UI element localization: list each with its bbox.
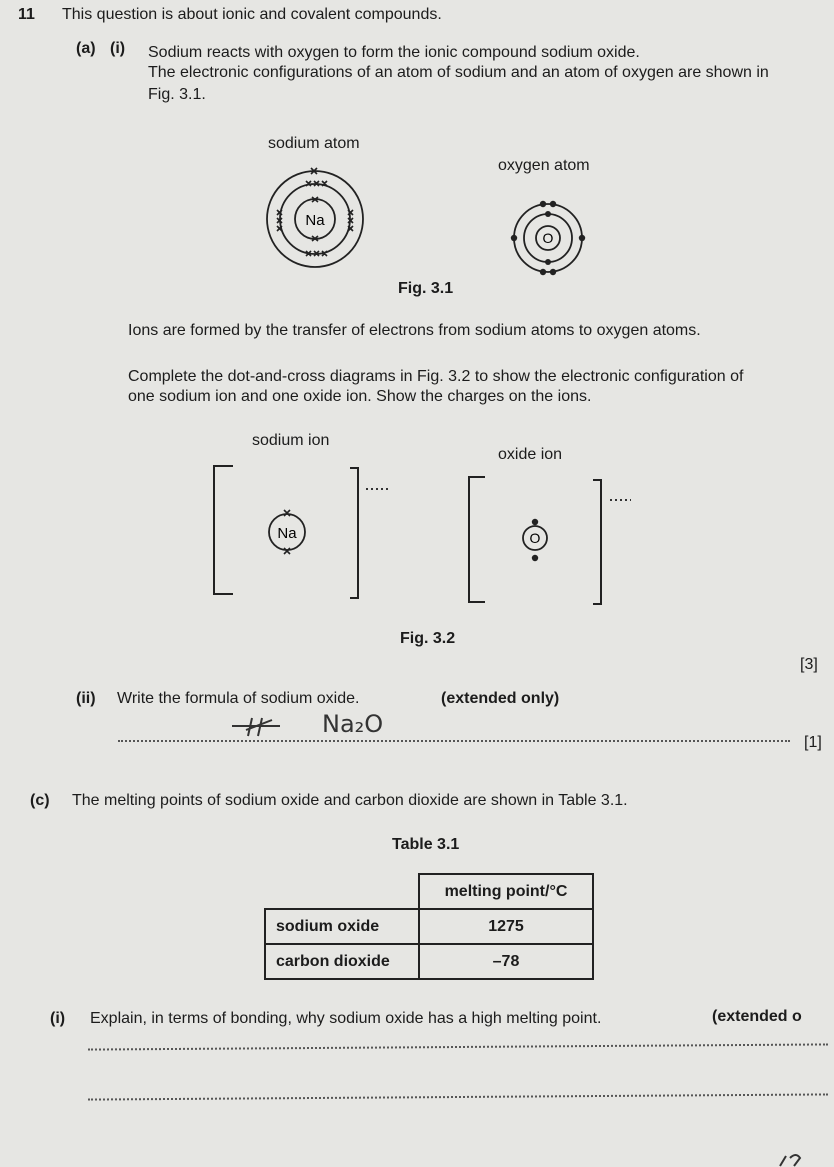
oxygen-atom-label: oxygen atom [498,157,590,174]
complete-line2: one sodium ion and one oxide ion. Show the charges on the ions. [128,388,592,405]
part-a-sub-i-label: (i) [110,40,126,57]
sodium-ion-label: sodium ion [252,432,330,449]
table-corner [265,874,419,909]
melting-point-value: –78 [419,944,593,979]
formula-question: Write the formula of sodium oxide. [117,690,360,707]
na-symbol: Na [305,212,325,229]
sodium-atom-label: sodium atom [268,135,360,152]
table-row [265,909,593,944]
o-ion-symbol: O [529,530,541,546]
table-header: melting point/°C [419,874,593,909]
answer-line[interactable] [118,740,790,742]
part-a-sub-ii-label: (ii) [76,690,96,707]
part-a-line3: Fig. 3.1. [148,86,206,103]
oxide-ion-diagram[interactable] [455,470,655,610]
part-c-text: The melting points of sodium oxide and carbon dioxide are shown in Table 3.1. [72,792,628,809]
table-row [265,944,593,979]
answer-line[interactable] [88,1093,828,1100]
extended-only-label: (extended only) [441,690,560,707]
oxide-ion-label: oxide ion [498,446,563,463]
table-header-row [265,874,593,909]
marks-1: [1] [804,734,822,751]
left-bracket [469,477,485,602]
part-c-label: (c) [30,792,50,809]
handwritten-answer[interactable]: Na₂O [322,710,384,738]
ions-text: Ions are formed by the transfer of electrons from sodium atoms to oxygen atoms. [128,322,701,339]
crossed-out-scribble [228,712,288,742]
part-c-sub-i-label: (i) [50,1010,66,1027]
right-bracket [350,468,358,598]
melting-point-value: 1275 [419,909,593,944]
part-a-line2: The electronic configurations of an atom of sodium and an atom of oxygen are shown in [148,64,769,81]
question-number: 11 [18,6,35,23]
right-bracket [593,480,601,604]
compound-name: sodium oxide [265,909,419,944]
oxygen-atom-diagram [505,195,595,285]
fig1-caption: Fig. 3.1 [398,280,454,297]
page-corner-mark [776,1150,806,1167]
part-a-line1: Sodium reacts with oxygen to form the ionic compound sodium oxide. [148,44,640,61]
o-symbol: O [542,230,554,246]
question-intro: This question is about ionic and covalent compounds. [62,6,442,23]
table-title: Table 3.1 [392,836,460,853]
compound-name: carbon dioxide [265,944,419,979]
complete-line1: Complete the dot-and-cross diagrams in Fig. 3.2 to show the electronic configuration of [128,368,744,385]
extended-label: (extended o [712,1008,802,1025]
sodium-atom-diagram [255,160,375,275]
answer-line[interactable] [88,1043,828,1050]
explain-question: Explain, in terms of bonding, why sodium oxide has a high melting point. [90,1010,602,1027]
left-bracket [214,466,233,594]
part-a-label: (a) [76,40,96,57]
melting-point-table [264,873,594,980]
fig2-caption: Fig. 3.2 [400,630,456,647]
na-ion-symbol: Na [277,525,297,542]
sodium-ion-diagram[interactable] [200,460,400,605]
marks-3: [3] [800,656,818,673]
